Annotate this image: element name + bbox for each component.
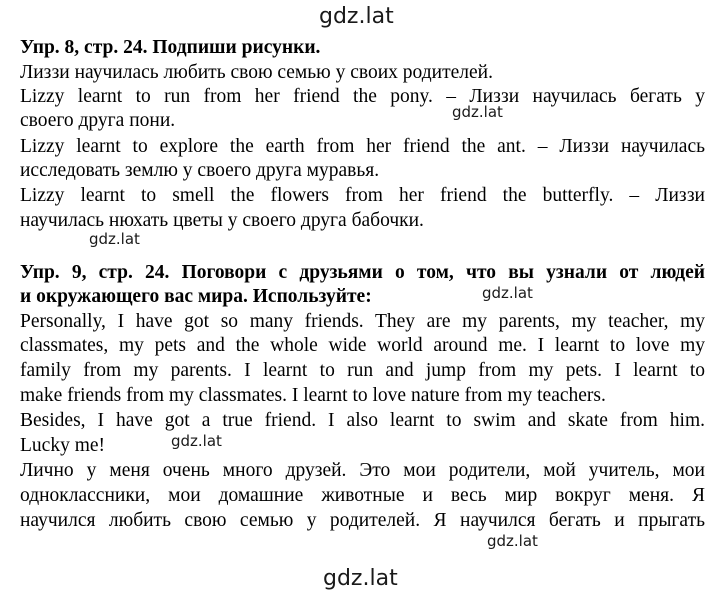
ex9-line: classmates, my pets and the whole wide world around me. I learnt to love my [20,335,705,356]
ex9-line: Personally, I have got so many friends. They are my parents, my teacher, my [20,311,705,332]
ex9-line: Lucky me! [20,435,106,456]
ex8-line: своего друга пони. [20,110,176,131]
watermark: gdz.lat [482,284,533,302]
ex9-line: Лично у меня очень много друзей. Это мои родители, мой учитель, мои [20,460,705,481]
ex8-line: Lizzy learnt to explore the earth from her friend the ant. – Лиззи научилась [20,136,705,157]
ex8-line: Lizzy learnt to smell the flowers from her friend the butterfly. – Лиззи [20,185,705,206]
ex8-heading: Упр. 8, стр. 24. Подпиши рисунки. [20,37,321,58]
ex9-line: Besides, I have got a true friend. I also learnt to swim and skate from him. [20,410,705,431]
watermark: gdz.lat [323,566,398,591]
ex9-line: одноклассники, мои домашние животные и весь мир вокруг меня. Я [20,485,705,506]
ex9-line: make friends from my classmates. I learnt to love nature from my teachers. [20,385,606,406]
ex8-line: научилась нюхать цветы у своего друга бабочки. [20,210,424,231]
watermark: gdz.lat [319,4,394,29]
ex8-line: Лиззи научилась любить свою семью у своих родителей. [20,62,493,83]
ex9-heading: Упр. 9, стр. 24. Поговори с друзьями о том, что вы узнали от людей [20,262,705,283]
ex9-line: научился любить свою семью у родителей. Я научился бегать и прыгать [20,510,705,531]
watermark: gdz.lat [452,103,503,121]
watermark: gdz.lat [89,230,140,248]
watermark: gdz.lat [487,532,538,550]
watermark: gdz.lat [171,432,222,450]
ex8-line: исследовать землю у своего друга муравья. [20,160,380,181]
ex8-line: Lizzy learnt to run from her friend the pony. – Лиззи научилась бегать у [20,86,705,107]
ex9-line: family from my parents. I learnt to run and jump from my pets. I learnt to [20,360,705,381]
ex9-heading: и окружающего вас мира. Используйте: [20,286,372,307]
